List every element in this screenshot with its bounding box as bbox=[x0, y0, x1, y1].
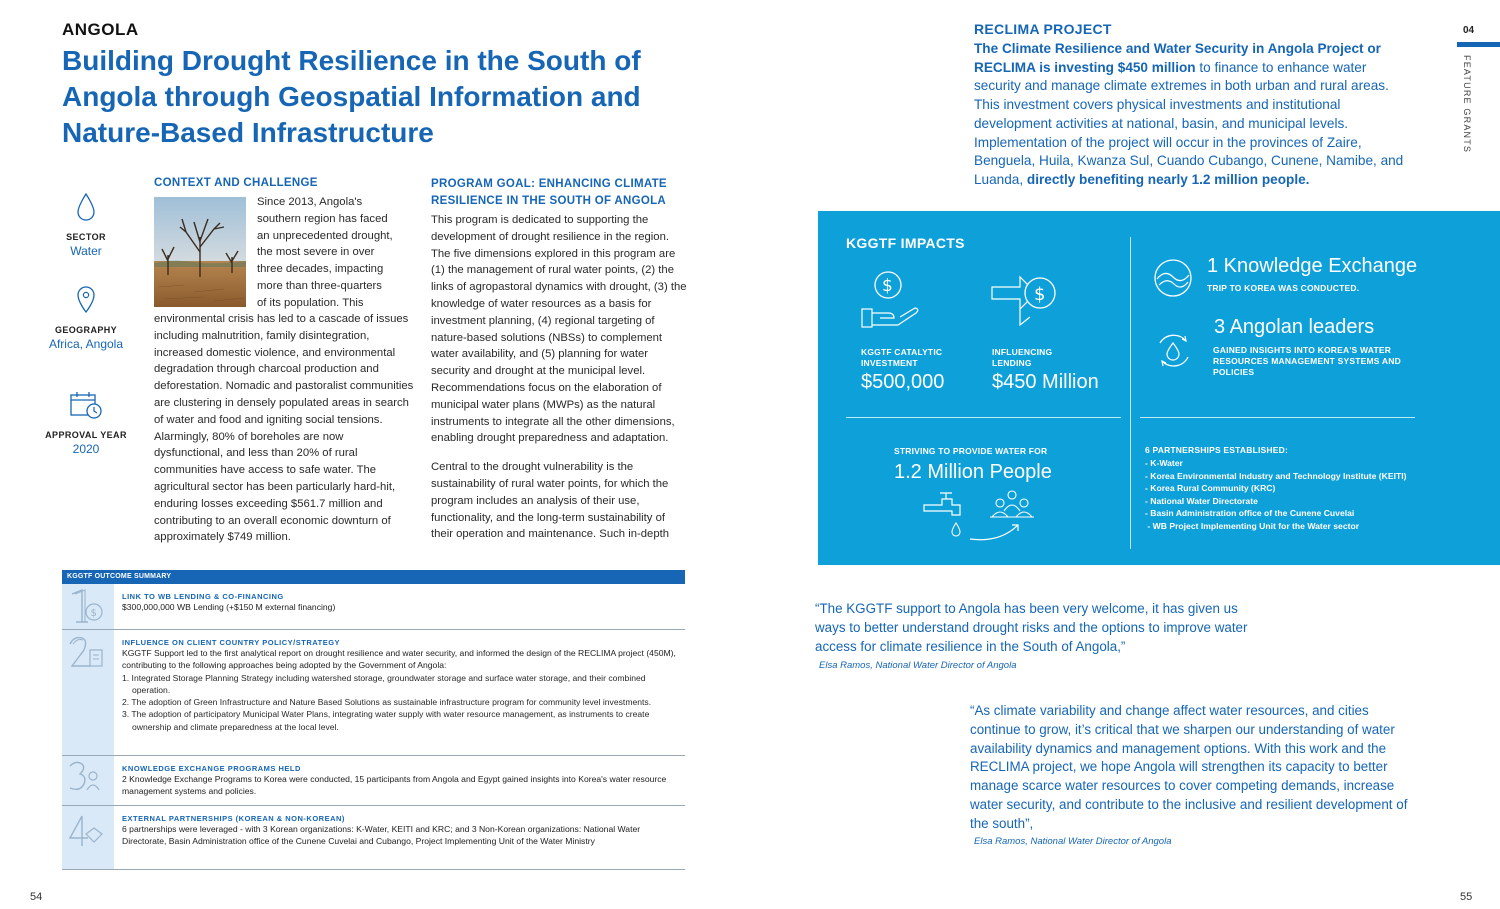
water-drop-icon bbox=[76, 192, 96, 222]
outcome-text: $300,000,000 WB Lending (+$150 M external financing) bbox=[122, 602, 336, 612]
approval-meta bbox=[40, 390, 132, 456]
chapter-bar bbox=[1457, 42, 1500, 47]
lending-label: INFLUENCING LENDING bbox=[992, 347, 1053, 368]
catalytic-value: $500,000 bbox=[861, 371, 945, 393]
list-item: - National Water Directorate bbox=[1145, 495, 1258, 506]
lending-value: $450 Million bbox=[992, 371, 1099, 393]
water-value: 1.2 Million People bbox=[894, 461, 1052, 483]
list-item: - K-Water bbox=[1145, 458, 1183, 468]
drought-landscape-image bbox=[154, 197, 246, 307]
approval-label: APPROVAL YEAR bbox=[45, 430, 127, 440]
number-4-handshake-icon bbox=[62, 806, 114, 866]
geography-value: Africa, Angola bbox=[48, 337, 124, 351]
goal-para-1: This program is dedicated to supporting the development of drought resilience in the region. The five dimensions explored in this program are (1) the management of rural water points, (2) the links of agropastoral dynamics with drought, (3) the knowledge of water resources as a basis for investment planning, (4) regional targeting of nature-based solutions (NBSs) to complement water availability, and (5) planning for water security and drought at the municipal level. Recommendations focus on the elaboration of municipal water plans (MWPs) as the natural instruments to integrate all the other dimensions, enabling drought preparedness and adaptation. bbox=[431, 214, 687, 445]
outcome-row bbox=[62, 756, 685, 806]
page-number-left: 54 bbox=[30, 891, 43, 903]
list-item: 1. Integrated Storage Planning Strategy including watershed storage, groundwater storage and surface water storage, and their combined operation. bbox=[122, 672, 646, 695]
impacts-divider bbox=[1130, 237, 1131, 549]
context-intro bbox=[257, 194, 417, 312]
outcome-title: LINK TO WB LENDING & CO-FINANCING bbox=[122, 592, 284, 601]
outcome-number-cell bbox=[62, 630, 114, 755]
list-item: - Basin Administration office of the Cunene Cuvelai bbox=[1145, 508, 1355, 519]
leaders-value: 3 Angolan leaders bbox=[1214, 316, 1375, 338]
outcome-content bbox=[114, 584, 685, 629]
outcome-list bbox=[122, 672, 677, 733]
outcome-title: EXTERNAL PARTNERSHIPS (KOREAN & NON-KOREAN) bbox=[122, 814, 345, 823]
svg-text:$: $ bbox=[1034, 284, 1046, 305]
outcome-number-cell bbox=[62, 806, 114, 869]
outcome-header: KGGTF OUTCOME SUMMARY bbox=[62, 570, 685, 584]
outcome-row bbox=[62, 584, 685, 630]
sector-meta bbox=[40, 192, 132, 258]
goal-para-2: Central to the drought vulnerability is the sustainability of rural water points, for which the program includes an analysis of their use, functionality, and the long-term sustainability of their operation and maintenance. Such in-depth bbox=[431, 461, 670, 541]
list-item: 3. The adoption of participatory Municipal Water Plans, integrating water supply with water resource management, as instruments to create ownership and climate preparedness at the local level. bbox=[122, 709, 650, 732]
outcome-content bbox=[114, 630, 685, 755]
number-3-people-icon bbox=[62, 756, 114, 802]
context-body: environmental crisis has led to a cascade of issues including malnutrition, family disintegration, increased domestic violence, and environmental degradation through charcoal production and deforestation. Nomadic and pastoralist communities are clustering in densely populated areas in search of water and food and igniting social tensions. Alarmingly, 80% of boreholes are now dysfunctional, and less than 20% of rural communities have access to safe water. The agricultural sector has been particularly hard-hit, enduring losses exceeding $561.7 million and contributing to an overall economic downturn of approximately $749 million. bbox=[154, 313, 414, 544]
catalytic-label: KGGTF CATALYTIC INVESTMENT bbox=[861, 347, 943, 368]
outcome-text: 2 Knowledge Exchange Programs to Korea were conducted, 15 participants from Angola and Egypt gained insights into Korea's water resource management systems and policies. bbox=[122, 774, 667, 797]
reclima-body bbox=[974, 40, 1414, 190]
impacts-rule bbox=[1140, 417, 1415, 418]
map-pin-icon bbox=[75, 285, 97, 315]
outcome-row bbox=[62, 630, 685, 756]
arrow-dollar-icon bbox=[990, 271, 1060, 331]
quote-1: “The KGGTF support to Angola has been very welcome, it has given us ways to better understand drought risks and the options to improve water access for climate resilience in the South of Angola,” bbox=[815, 601, 1248, 654]
quote-1-attribution: Elsa Ramos, National Water Director of Angola bbox=[819, 660, 1017, 671]
outcome-text: KGGTF Support led to the first analytical report on drought resilience and water security, and informed the design of the RECLIMA project (450M), contributing to the following approaches being adopted by the Government of Angola: bbox=[122, 648, 676, 671]
country-label: ANGOLA bbox=[62, 20, 139, 39]
svg-text:$: $ bbox=[90, 608, 97, 619]
knowledge-label: TRIP TO KOREA WAS CONDUCTED. bbox=[1207, 283, 1360, 293]
reclima-bold-end: directly benefiting nearly 1.2 million people. bbox=[1026, 171, 1310, 187]
hand-dollar-icon bbox=[858, 269, 924, 329]
calendar-clock-icon bbox=[69, 390, 103, 420]
list-item: - Korea Environmental Industry and Technology Institute (KEITI) bbox=[1145, 470, 1407, 481]
list-item: 2. The adoption of Green Infrastructure and Nature Based Solutions as sustainable infrastructure program for community level investments. bbox=[122, 697, 652, 708]
water-label: STRIVING TO PROVIDE WATER FOR bbox=[894, 446, 1048, 456]
context-line: Since 2013, Angola's bbox=[257, 196, 363, 208]
outcome-content bbox=[114, 806, 685, 869]
outcome-row bbox=[62, 806, 685, 870]
geography-label: GEOGRAPHY bbox=[54, 325, 118, 335]
water-wave-icon bbox=[1152, 257, 1194, 299]
kggtf-impacts-panel bbox=[818, 211, 1500, 565]
outcome-number-cell bbox=[62, 584, 114, 629]
context-line: an unprecedented drought, bbox=[257, 229, 393, 242]
svg-text:$: $ bbox=[882, 276, 893, 296]
sector-label: SECTOR bbox=[66, 232, 106, 242]
number-1-dollar-icon bbox=[62, 584, 114, 630]
context-heading: CONTEXT AND CHALLENGE bbox=[154, 177, 318, 189]
goal-heading: PROGRAM GOAL: ENHANCING CLIMATE RESILIENCE IN THE SOUTH OF ANGOLA bbox=[431, 178, 667, 207]
context-line: of its population. This bbox=[257, 296, 364, 309]
reclima-bold-lead: The Climate Resilience and Water Security in Angola Project or RECLIMA is investing $450 million bbox=[974, 41, 1381, 75]
partners-list bbox=[1145, 457, 1407, 533]
partners-heading: 6 PARTNERSHIPS ESTABLISHED: bbox=[1145, 445, 1288, 455]
impacts-rule bbox=[846, 417, 1121, 418]
reclima-heading: RECLIMA PROJECT bbox=[974, 21, 1112, 37]
chapter-number: 04 bbox=[1463, 25, 1475, 36]
context-line: the most severe in over bbox=[257, 246, 375, 259]
reclima-text: to finance to enhance water security and manage climate extremes in both urban and rural areas. This investment covers physical investments and institutional development activities at national, basin, and municipal levels. Implementation of the project will occur in the provinces of Zaire, Benguela, Huila, Kwanza Sul, Cuando Cubango, Cunene, Namibe, and Luanda, bbox=[974, 59, 1404, 187]
page-title: Building Drought Resilience in the South of Angola through Geospatial Information and Nature-Based Infrastructure bbox=[62, 45, 641, 148]
sector-value: Water bbox=[70, 244, 102, 258]
tap-people-icon bbox=[922, 489, 1052, 545]
chapter-label: FEATURE GRANTS bbox=[1462, 55, 1472, 154]
program-goal bbox=[431, 176, 687, 543]
drought-photo bbox=[154, 197, 246, 307]
outcome-title: KNOWLEDGE EXCHANGE PROGRAMS HELD bbox=[122, 764, 301, 773]
outcome-content bbox=[114, 756, 685, 805]
quote-2-attribution: Elsa Ramos, National Water Director of Angola bbox=[974, 836, 1172, 847]
context-line: southern region has faced bbox=[257, 212, 388, 225]
knowledge-value: 1 Knowledge Exchange bbox=[1207, 255, 1418, 277]
water-cycle-icon bbox=[1152, 329, 1194, 371]
impacts-heading: KGGTF IMPACTS bbox=[846, 235, 965, 251]
geography-meta bbox=[40, 285, 132, 351]
context-line: more than three-quarters bbox=[257, 279, 382, 292]
list-item: - Korea Rural Community (KRC) bbox=[1145, 483, 1276, 494]
outcome-summary-table bbox=[62, 570, 685, 870]
list-item: - WB Project Implementing Unit for the Water sector bbox=[1145, 520, 1360, 531]
quote-2: “As climate variability and change affect water resources, and cities continue to grow, it’s critical that we sharpen our understanding of water availability dynamics and management options. With this work and the RECLIMA project, we hope Angola will strengthen its capacity to better manage scarce water resources to cover competing demands, increase water security, and contribute to the inclusive and resilient development of the south”, bbox=[970, 703, 1408, 831]
context-line: three decades, impacting bbox=[257, 263, 384, 276]
outcome-text: 6 partnerships were leveraged - with 3 Korean organizations: K-Water, KEITI and KRC; and 3 Non-Korean organizations: National Water Directorate, Basin Administration office of the Cunene Cuvelai and Cubango, Project Implementing Unit of the Water Ministry bbox=[122, 824, 641, 847]
number-2-document-icon bbox=[62, 630, 114, 676]
page-number-right: 55 bbox=[1460, 891, 1473, 903]
approval-value: 2020 bbox=[72, 442, 100, 456]
outcome-number-cell bbox=[62, 756, 114, 805]
outcome-title: INFLUENCE ON CLIENT COUNTRY POLICY/STRATEGY bbox=[122, 638, 341, 647]
leaders-label: GAINED INSIGHTS INTO KOREA'S WATER RESOURCES MANAGEMENT SYSTEMS AND POLICIES bbox=[1213, 345, 1401, 377]
